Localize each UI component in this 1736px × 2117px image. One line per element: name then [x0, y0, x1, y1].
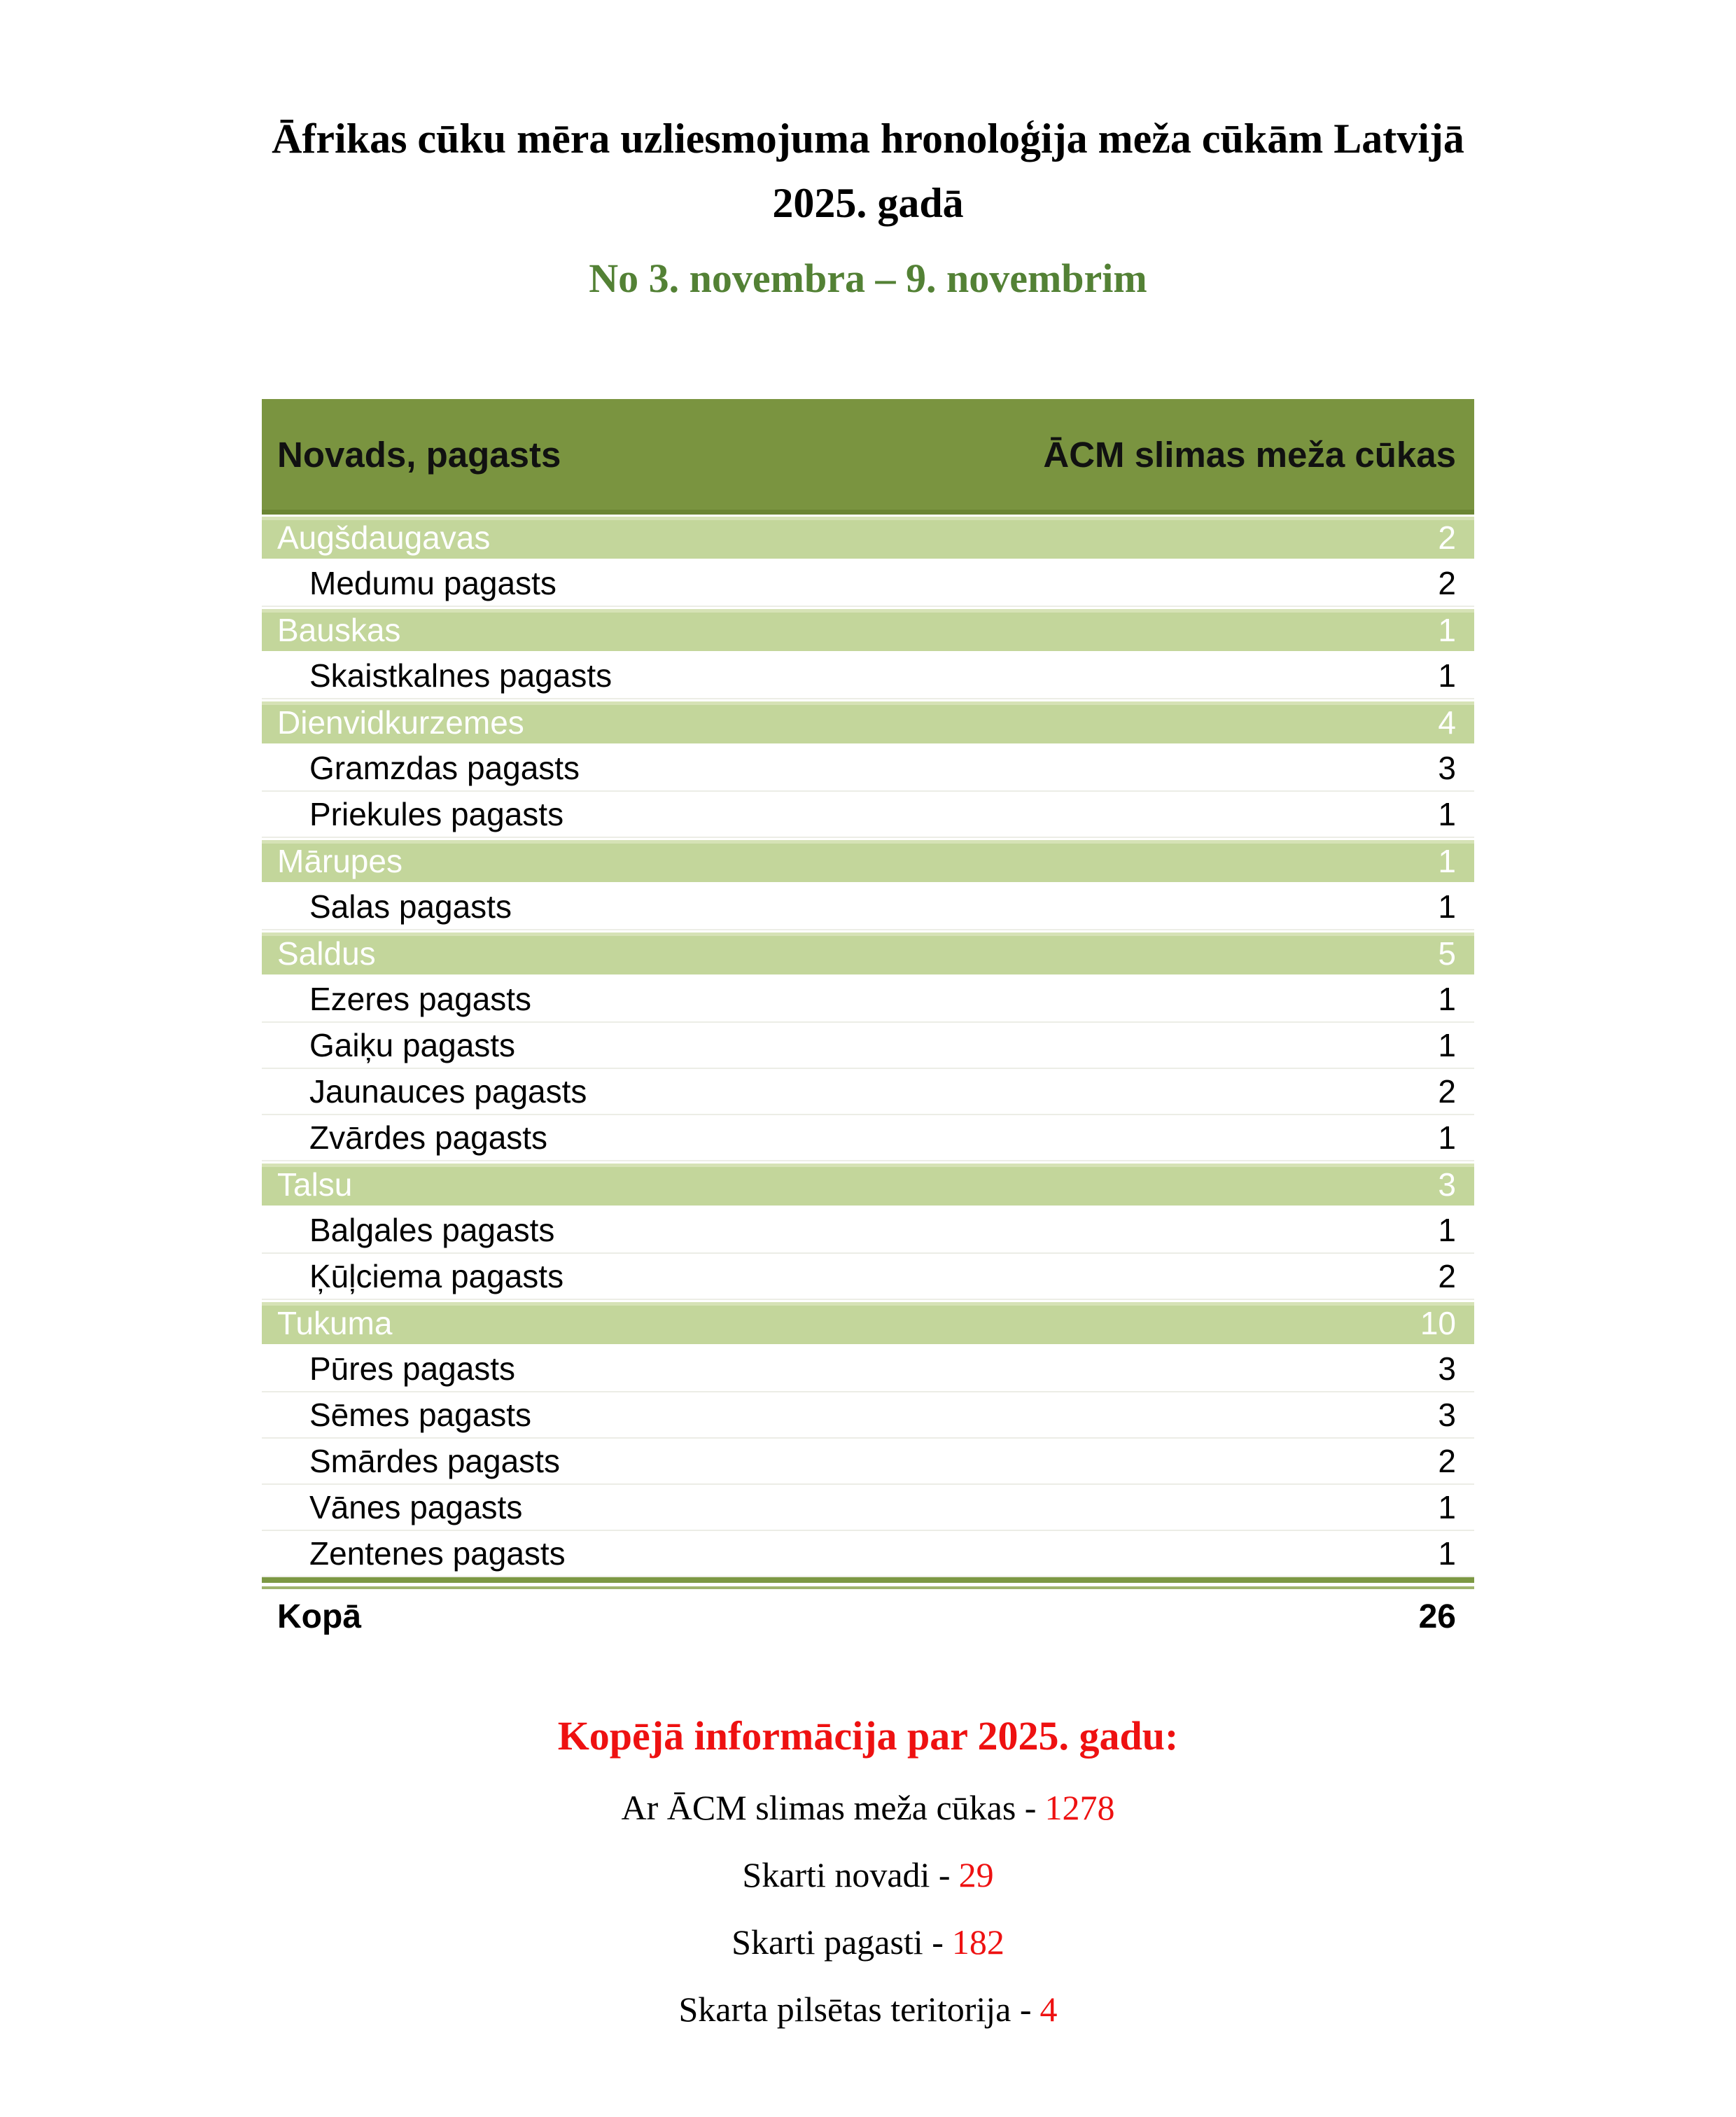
table-row: [262, 653, 1474, 699]
summary-line-label: Skarta pilsētas teritorija -: [678, 1990, 1032, 2029]
summary-line-value: 29: [958, 1855, 994, 1894]
table-footer-divider: [262, 1577, 1474, 1589]
page-title: [0, 0, 1736, 235]
table-row: [262, 561, 1474, 607]
footer-total-value: 26: [1418, 1598, 1456, 1635]
row-region-name: Gaiķu pagasts: [309, 1027, 516, 1063]
row-count-value: 1: [1438, 981, 1456, 1017]
row-count-value: 1: [1438, 888, 1456, 925]
row-count-value: 1: [1438, 1489, 1456, 1525]
page-title-line1: Āfrikas cūku mēra uzliesmojuma hronoloģija meža cūkām Latvijā: [272, 116, 1464, 162]
row-region-name: Medumu pagasts: [309, 565, 556, 601]
row-region-name: Gramzdas pagasts: [309, 750, 580, 786]
row-count-value: 3: [1438, 1166, 1456, 1203]
row-count-value: 1: [1438, 657, 1456, 694]
table-row: [262, 1485, 1474, 1531]
row-region-name: Dienvidkurzemes: [277, 704, 524, 741]
summary-line: [0, 1787, 1736, 1829]
summary-line: [0, 1854, 1736, 1896]
row-region-name: Vānes pagasts: [309, 1489, 523, 1525]
summary-line-value: 4: [1040, 1990, 1058, 2029]
row-count-value: 1: [1438, 1027, 1456, 1063]
summary-line-label: Skarti pagasti -: [732, 1922, 944, 1962]
row-count-value: 3: [1438, 1350, 1456, 1387]
table-row: [262, 1023, 1474, 1069]
row-count-value: 2: [1438, 1443, 1456, 1479]
row-region-name: Augšdaugavas: [277, 519, 491, 556]
row-count-value: 1: [1438, 843, 1456, 879]
summary-line-value: 182: [951, 1922, 1004, 1962]
table-row: [262, 1208, 1474, 1254]
table-row: [262, 515, 1474, 561]
table-row: [262, 1161, 1474, 1208]
row-count-value: 4: [1438, 704, 1456, 741]
table-row: [262, 1531, 1474, 1577]
table-row: [262, 930, 1474, 977]
row-count-value: 3: [1438, 750, 1456, 786]
row-count-value: 2: [1438, 565, 1456, 601]
summary-line: [0, 1921, 1736, 1963]
row-count-value: 1: [1438, 796, 1456, 832]
row-region-name: Ezeres pagasts: [309, 981, 532, 1017]
table-row: [262, 1254, 1474, 1300]
row-region-name: Sēmes pagasts: [309, 1397, 532, 1433]
summary-line-value: 1278: [1044, 1788, 1115, 1827]
table-body: [262, 515, 1474, 1577]
table-row: [262, 1392, 1474, 1439]
summary-section: [0, 1787, 1736, 2030]
row-region-name: Ķūļciema pagasts: [309, 1258, 564, 1294]
table-footer-row: [262, 1589, 1474, 1644]
table-row: [262, 1439, 1474, 1485]
row-region-name: Smārdes pagasts: [309, 1443, 560, 1479]
row-region-name: Mārupes: [277, 843, 402, 879]
row-count-value: 2: [1438, 1258, 1456, 1294]
row-count-value: 1: [1438, 612, 1456, 648]
summary-line-label: Skarti novadi -: [742, 1855, 951, 1894]
table-header-row: [262, 399, 1474, 515]
row-count-value: 3: [1438, 1397, 1456, 1433]
row-count-value: 1: [1438, 1212, 1456, 1248]
summary-line-label: Ar ĀCM slimas meža cūkas -: [621, 1788, 1037, 1827]
row-region-name: Jaunauces pagasts: [309, 1073, 587, 1110]
row-count-value: 2: [1438, 519, 1456, 556]
row-region-name: Bauskas: [277, 612, 401, 648]
row-count-value: 1: [1438, 1535, 1456, 1572]
table-row: [262, 792, 1474, 838]
row-region-name: Pūres pagasts: [309, 1350, 516, 1387]
outbreak-table: [262, 399, 1474, 1644]
footer-total-label: Kopā: [277, 1598, 361, 1635]
page-subtitle: No 3. novembra – 9. novembrim: [589, 256, 1147, 301]
row-region-name: Balgales pagasts: [309, 1212, 555, 1248]
row-region-name: Talsu: [277, 1166, 353, 1203]
row-count-value: 5: [1438, 935, 1456, 972]
row-region-name: Skaistkalnes pagasts: [309, 657, 612, 694]
summary-heading: Kopējā informācija par 2025. gadu:: [557, 1713, 1179, 1759]
row-region-name: Saldus: [277, 935, 376, 972]
table-row: [262, 1069, 1474, 1115]
table-row: [262, 746, 1474, 792]
row-region-name: Priekules pagasts: [309, 796, 564, 832]
table-row: [262, 699, 1474, 746]
row-region-name: Zvārdes pagasts: [309, 1119, 548, 1156]
table-row: [262, 838, 1474, 884]
row-region-name: Zentenes pagasts: [309, 1535, 566, 1572]
summary-line: [0, 1988, 1736, 2030]
column-header-count: ĀCM slimas meža cūkas: [1043, 434, 1456, 475]
table-row: [262, 977, 1474, 1023]
table-row: [262, 1115, 1474, 1161]
table-row: [262, 1300, 1474, 1346]
column-header-region: Novads, pagasts: [277, 434, 561, 475]
row-region-name: Salas pagasts: [309, 888, 512, 925]
table-row: [262, 884, 1474, 930]
table-row: [262, 1346, 1474, 1392]
row-region-name: Tukuma: [277, 1305, 393, 1341]
page-title-line2: 2025. gadā: [772, 180, 964, 226]
row-count-value: 10: [1420, 1305, 1456, 1341]
row-count-value: 2: [1438, 1073, 1456, 1110]
table-row: [262, 607, 1474, 653]
row-count-value: 1: [1438, 1119, 1456, 1156]
